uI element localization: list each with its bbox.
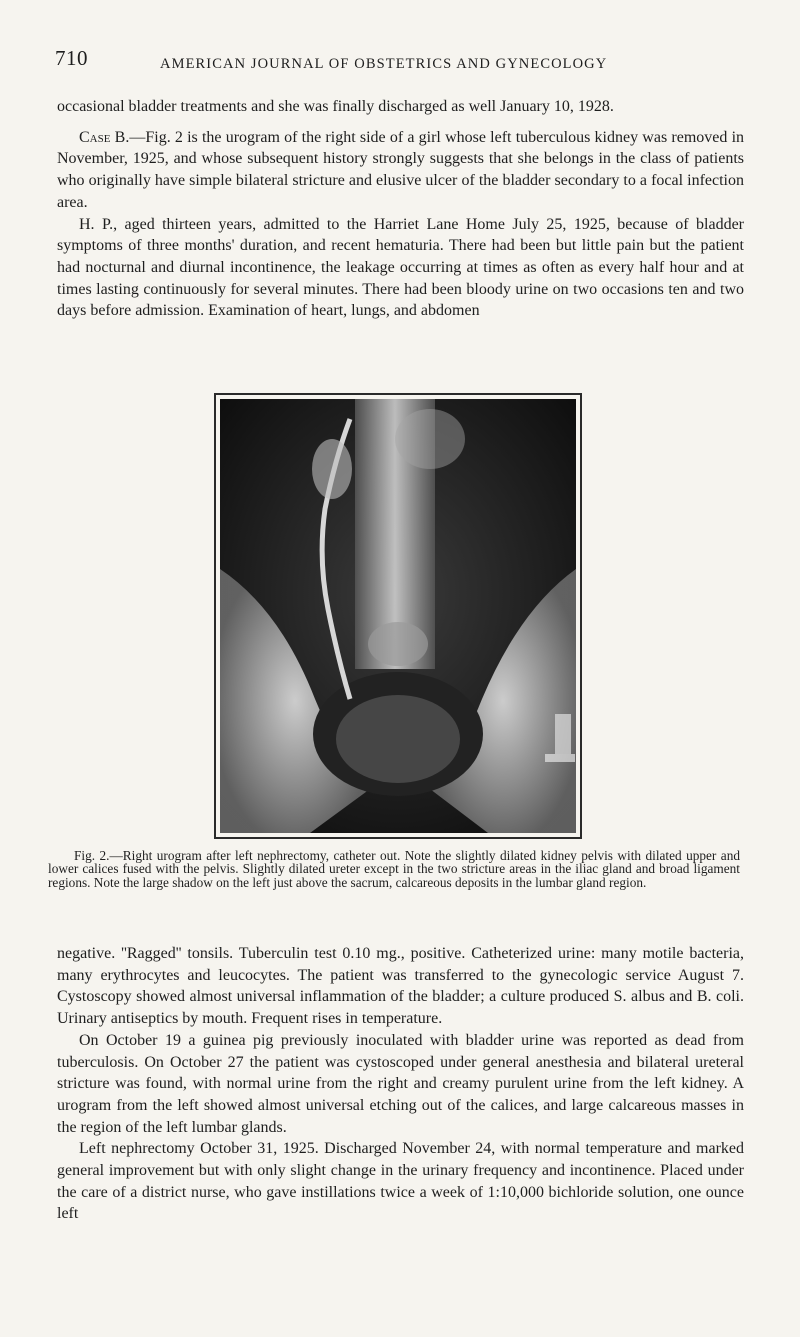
xray-image [220, 399, 576, 833]
paragraph: occasional bladder treatments and she was finally discharged as well January 10, 1928. [57, 98, 614, 115]
bottom-text-block [57, 943, 744, 1225]
running-header [55, 46, 755, 76]
paragraph-case-b [57, 127, 744, 214]
paragraph: H. P., aged thirteen years, admitted to the Harriet Lane Home July 25, 1925, because of bladder symptoms of three months' duration, and recent hematuria. There had been but little pain but the patient had nocturnal and diurnal incontinence, the leakage occurring at times as often as every half hour and at times lasting continuously for several minutes. There had been bloody urine on two occasions ten and two days before admission. Examination of heart, lungs, and abdomen [57, 215, 744, 320]
page-number: 710 [55, 46, 88, 70]
caption-text: Fig. 2.—Right urogram after left nephrectomy, catheter out. Note the slightly dilated kidney pelvis with dilated upper and lower calices fused with the pelvis. Slightly dilated ureter except in the two stricture areas in the iliac gland and broad ligament regions. Note the large shadow on the left just above the sacrum, calcareous deposits in the lumbar gland region. [48, 848, 740, 890]
paragraph: negative. ''Ragged'' tonsils. Tuberculin test 0.10 mg., positive. Catheterized urine: many motile bacteria, many erythrocytes and leucocytes. The patient was transferred to the gynecologic service August 7. Cystoscopy showed almost universal inflammation of the bladder; a culture produced S. albus and B. coli. Urinary antiseptics by mouth. Frequent rises in temperature. [57, 945, 744, 1028]
figure-urogram [214, 393, 582, 839]
case-text: —Fig. 2 is the urogram of the right side of a girl whose left tuberculous kidney was removed in November, 1925, and whose subsequent history strongly suggests that she belongs in the class of patients who originally have simple bilateral stricture and elusive ulcer of the bladder secondary to a focal infection area. [57, 128, 745, 211]
case-heading: Case B. [79, 128, 130, 146]
paragraph: Left nephrectomy October 31, 1925. Discharged November 24, with normal temperature and marked general improvement but with only slight change in the urinary frequency and incontinence. Placed under the care of a district nurse, who gave instillations twice a week of 1:10,000 bichloride solution, one ounce left [57, 1140, 744, 1223]
figure-caption [48, 849, 740, 889]
top-text-block [57, 96, 744, 322]
journal-title: AMERICAN JOURNAL OF OBSTETRICS AND GYNECOLOGY [160, 56, 608, 72]
paragraph: On October 19 a guinea pig previously inoculated with bladder urine was reported as dead from tuberculosis. On October 27 the patient was cystoscoped under general anesthesia and bilateral ureteral stricture was found, with normal urine from the right and creamy purulent urine from the left kidney. A urogram from the left showed almost universal etching out of the calices, and large calcareous masses in the region of the left lumbar glands. [57, 1031, 744, 1136]
